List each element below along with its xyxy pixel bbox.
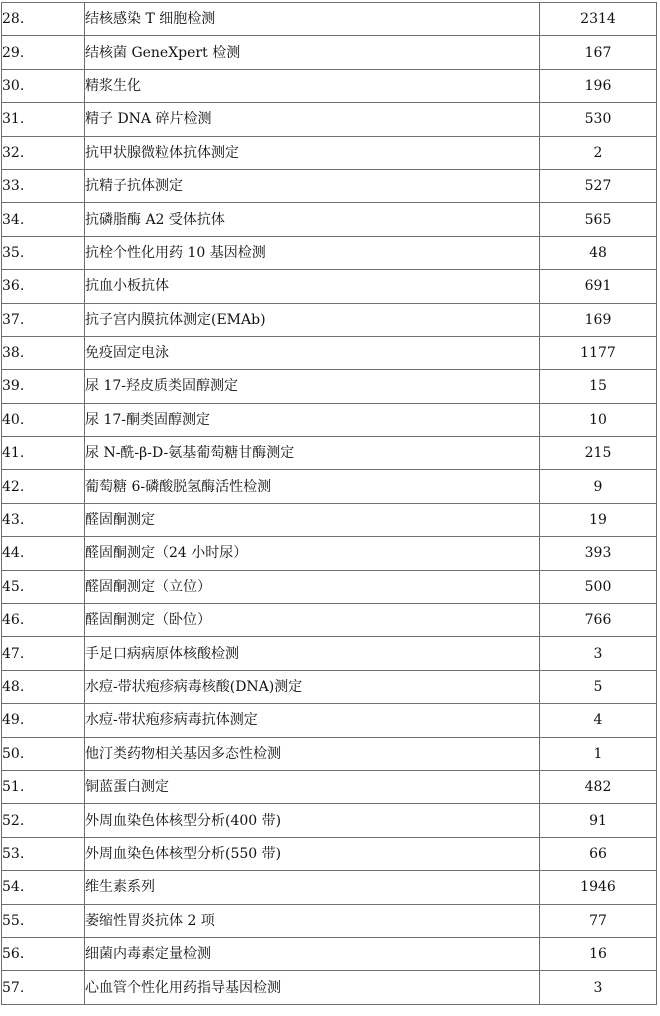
- test-count: 1: [540, 737, 657, 770]
- table-row: [2, 437, 657, 470]
- test-count: 500: [540, 570, 657, 603]
- row-number: 49.: [2, 704, 85, 737]
- test-count: 167: [540, 36, 657, 69]
- table-row: [2, 403, 657, 436]
- test-count: 2314: [540, 3, 657, 36]
- row-number: 42.: [2, 470, 85, 503]
- test-item-name: 醛固酮测定（24 小时尿）: [85, 537, 540, 570]
- row-number: 50.: [2, 737, 85, 770]
- row-number: 37.: [2, 303, 85, 336]
- test-item-name: 外周血染色体核型分析(550 带): [85, 837, 540, 870]
- row-number: 56.: [2, 937, 85, 970]
- test-item-name: 尿 17-羟皮质类固醇测定: [85, 370, 540, 403]
- test-count: 48: [540, 236, 657, 269]
- row-number: 30.: [2, 69, 85, 102]
- test-count: 77: [540, 904, 657, 937]
- test-count: 482: [540, 770, 657, 803]
- table-row: [2, 804, 657, 837]
- row-number: 29.: [2, 36, 85, 69]
- table-row: [2, 103, 657, 136]
- table-row: [2, 837, 657, 870]
- table-row: [2, 537, 657, 570]
- row-number: 48.: [2, 670, 85, 703]
- table-row: [2, 470, 657, 503]
- test-count: 1177: [540, 336, 657, 369]
- row-number: 46.: [2, 604, 85, 637]
- test-count: 4: [540, 704, 657, 737]
- test-item-name: 醛固酮测定（卧位）: [85, 604, 540, 637]
- test-count: 3: [540, 971, 657, 1004]
- test-count: 169: [540, 303, 657, 336]
- table-row: [2, 3, 657, 36]
- row-number: 39.: [2, 370, 85, 403]
- test-count: 9: [540, 470, 657, 503]
- test-item-name: 尿 N-酰-β-D-氨基葡萄糖甘酶测定: [85, 437, 540, 470]
- test-item-name: 精子 DNA 碎片检测: [85, 103, 540, 136]
- row-number: 43.: [2, 503, 85, 536]
- row-number: 32.: [2, 136, 85, 169]
- test-count: 19: [540, 503, 657, 536]
- table-row: [2, 270, 657, 303]
- test-item-name: 免疫固定电泳: [85, 336, 540, 369]
- test-item-name: 他汀类药物相关基因多态性检测: [85, 737, 540, 770]
- table-row: [2, 971, 657, 1004]
- table-row: [2, 770, 657, 803]
- row-number: 28.: [2, 3, 85, 36]
- test-item-name: 抗子宫内膜抗体测定(EMAb): [85, 303, 540, 336]
- test-count: 691: [540, 270, 657, 303]
- row-number: 40.: [2, 403, 85, 436]
- row-number: 31.: [2, 103, 85, 136]
- test-item-name: 外周血染色体核型分析(400 带): [85, 804, 540, 837]
- row-number: 51.: [2, 770, 85, 803]
- row-number: 34.: [2, 203, 85, 236]
- row-number: 33.: [2, 169, 85, 202]
- table-row: [2, 737, 657, 770]
- row-number: 54.: [2, 871, 85, 904]
- test-count-table: [1, 2, 657, 1005]
- row-number: 57.: [2, 971, 85, 1004]
- test-count: 196: [540, 69, 657, 102]
- test-count: 1946: [540, 871, 657, 904]
- row-number: 47.: [2, 637, 85, 670]
- test-item-name: 精浆生化: [85, 69, 540, 102]
- test-item-name: 维生素系列: [85, 871, 540, 904]
- table-row: [2, 904, 657, 937]
- test-item-name: 心血管个性化用药指导基因检测: [85, 971, 540, 1004]
- table-body: [2, 3, 657, 1005]
- test-item-name: 抗血小板抗体: [85, 270, 540, 303]
- table-row: [2, 604, 657, 637]
- test-item-name: 醛固酮测定: [85, 503, 540, 536]
- test-item-name: 水痘-带状疱疹病毒核酸(DNA)测定: [85, 670, 540, 703]
- test-count: 15: [540, 370, 657, 403]
- table-row: [2, 637, 657, 670]
- test-count: 2: [540, 136, 657, 169]
- test-item-name: 铜蓝蛋白测定: [85, 770, 540, 803]
- table-row: [2, 670, 657, 703]
- test-count: 393: [540, 537, 657, 570]
- row-number: 53.: [2, 837, 85, 870]
- test-item-name: 葡萄糖 6-磷酸脱氢酶活性检测: [85, 470, 540, 503]
- test-item-name: 萎缩性胃炎抗体 2 项: [85, 904, 540, 937]
- row-number: 52.: [2, 804, 85, 837]
- row-number: 45.: [2, 570, 85, 603]
- table-row: [2, 136, 657, 169]
- test-count: 565: [540, 203, 657, 236]
- test-count: 91: [540, 804, 657, 837]
- table-row: [2, 203, 657, 236]
- table-row: [2, 503, 657, 536]
- table-row: [2, 570, 657, 603]
- test-item-name: 尿 17-酮类固醇测定: [85, 403, 540, 436]
- table-row: [2, 336, 657, 369]
- row-number: 44.: [2, 537, 85, 570]
- table-row: [2, 236, 657, 269]
- test-count: 66: [540, 837, 657, 870]
- test-item-name: 结核菌 GeneXpert 检测: [85, 36, 540, 69]
- test-count: 527: [540, 169, 657, 202]
- row-number: 35.: [2, 236, 85, 269]
- test-item-name: 抗甲状腺微粒体抗体测定: [85, 136, 540, 169]
- test-item-name: 抗精子抗体测定: [85, 169, 540, 202]
- test-item-name: 细菌内毒素定量检测: [85, 937, 540, 970]
- table-row: [2, 69, 657, 102]
- table-row: [2, 303, 657, 336]
- table-row: [2, 871, 657, 904]
- row-number: 36.: [2, 270, 85, 303]
- test-item-name: 抗栓个性化用药 10 基因检测: [85, 236, 540, 269]
- test-count: 215: [540, 437, 657, 470]
- test-count: 766: [540, 604, 657, 637]
- test-count: 16: [540, 937, 657, 970]
- test-count: 10: [540, 403, 657, 436]
- table-row: [2, 704, 657, 737]
- test-count: 3: [540, 637, 657, 670]
- test-item-name: 结核感染 T 细胞检测: [85, 3, 540, 36]
- test-count: 5: [540, 670, 657, 703]
- test-count: 530: [540, 103, 657, 136]
- row-number: 41.: [2, 437, 85, 470]
- table-row: [2, 36, 657, 69]
- table-row: [2, 370, 657, 403]
- row-number: 38.: [2, 336, 85, 369]
- table-row: [2, 937, 657, 970]
- test-item-name: 醛固酮测定（立位）: [85, 570, 540, 603]
- test-item-name: 手足口病病原体核酸检测: [85, 637, 540, 670]
- test-item-name: 水痘-带状疱疹病毒抗体测定: [85, 704, 540, 737]
- test-item-name: 抗磷脂酶 A2 受体抗体: [85, 203, 540, 236]
- table-row: [2, 169, 657, 202]
- row-number: 55.: [2, 904, 85, 937]
